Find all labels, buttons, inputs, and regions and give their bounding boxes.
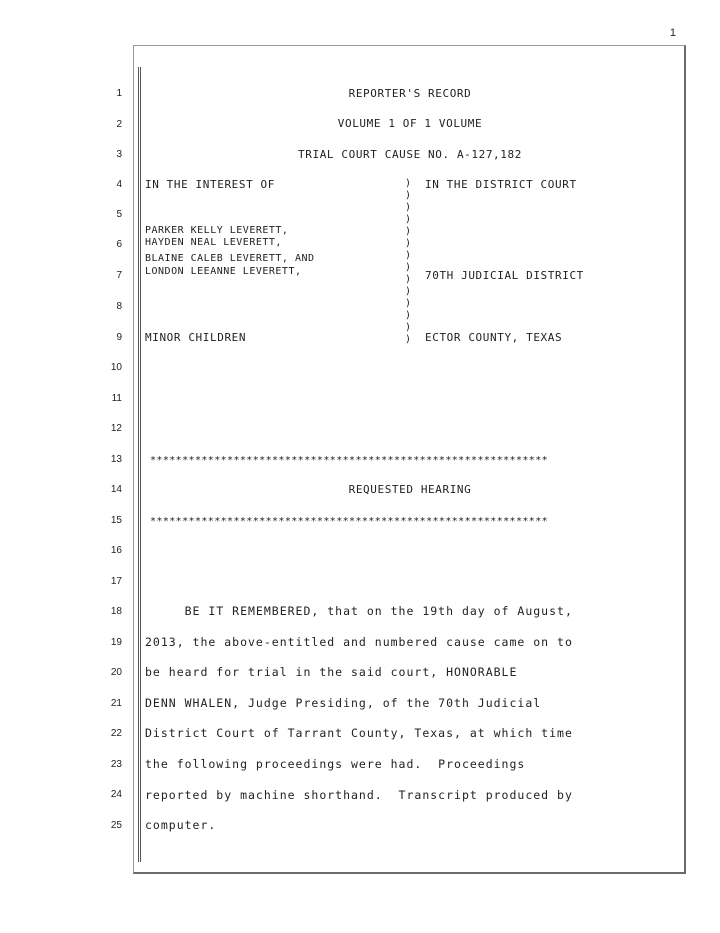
child-name: PARKER KELLY LEVERETT, bbox=[145, 225, 289, 236]
body-line: 2013, the above-entitled and numbered cause came on to bbox=[145, 635, 573, 649]
asterisk-rule: ************************************************************** bbox=[150, 516, 549, 527]
caption-district-court: IN THE DISTRICT COURT bbox=[425, 178, 577, 191]
line-number: 23 bbox=[110, 759, 122, 770]
line-number: 21 bbox=[110, 698, 122, 709]
caption-bracket: ) bbox=[405, 214, 412, 225]
line-number: 17 bbox=[110, 576, 122, 587]
caption-bracket: ) bbox=[405, 322, 412, 333]
line-number: 1 bbox=[116, 88, 122, 99]
line-number: 16 bbox=[110, 545, 122, 556]
child-name: LONDON LEEANNE LEVERETT, bbox=[145, 266, 302, 277]
line-number: 18 bbox=[110, 606, 122, 617]
volume-line: VOLUME 1 OF 1 VOLUME bbox=[337, 117, 483, 130]
line-number: 10 bbox=[110, 362, 122, 373]
caption-minor-children: MINOR CHILDREN bbox=[145, 331, 247, 344]
line-number: 24 bbox=[110, 789, 122, 800]
caption-bracket: ) bbox=[405, 238, 412, 249]
child-name: BLAINE CALEB LEVERETT, AND bbox=[145, 253, 315, 264]
caption-county: ECTOR COUNTY, TEXAS bbox=[425, 331, 563, 344]
line-number: 7 bbox=[116, 270, 122, 281]
line-number: 5 bbox=[116, 209, 122, 220]
body-line: the following proceedings were had. Proceedings bbox=[145, 757, 526, 771]
line-number: 13 bbox=[110, 454, 122, 465]
page-number: 1 bbox=[669, 27, 676, 39]
caption-bracket: ) bbox=[405, 298, 412, 309]
child-name: HAYDEN NEAL LEVERETT, bbox=[145, 237, 282, 248]
line-number: 12 bbox=[110, 423, 122, 434]
margin-divider bbox=[138, 67, 141, 862]
line-number: 15 bbox=[110, 515, 122, 526]
line-number: 9 bbox=[116, 332, 122, 343]
caption-bracket: ) bbox=[405, 178, 412, 189]
body-line: DENN WHALEN, Judge Presiding, of the 70th Judicial bbox=[145, 696, 542, 710]
caption-bracket: ) bbox=[405, 274, 412, 285]
line-number: 4 bbox=[116, 179, 122, 190]
caption-bracket: ) bbox=[405, 202, 412, 213]
caption-bracket: ) bbox=[405, 262, 412, 273]
line-number: 19 bbox=[110, 637, 122, 648]
line-number: 8 bbox=[116, 301, 122, 312]
line-number: 6 bbox=[116, 239, 122, 250]
caption-bracket: ) bbox=[405, 226, 412, 237]
body-line: reported by machine shorthand. Transcript produced by bbox=[145, 788, 573, 802]
caption-bracket: ) bbox=[405, 190, 412, 201]
body-line: be heard for trial in the said court, HONORABLE bbox=[145, 665, 518, 679]
body-line: computer. bbox=[145, 818, 217, 832]
asterisk-rule: ************************************************************** bbox=[150, 455, 549, 466]
body-line: BE IT REMEMBERED, that on the 19th day of August, bbox=[145, 604, 573, 618]
caption-judicial-district: 70TH JUDICIAL DISTRICT bbox=[425, 269, 584, 282]
record-title: REPORTER'S RECORD bbox=[348, 87, 472, 100]
caption-interest-of: IN THE INTEREST OF bbox=[145, 178, 276, 191]
caption-bracket: ) bbox=[405, 310, 412, 321]
cause-number: TRIAL COURT CAUSE NO. A-127,182 bbox=[298, 148, 522, 161]
line-number: 25 bbox=[110, 820, 122, 831]
line-number: 11 bbox=[111, 393, 122, 404]
line-number: 22 bbox=[110, 728, 122, 739]
line-number: 3 bbox=[116, 149, 122, 160]
body-line: District Court of Tarrant County, Texas, at which time bbox=[145, 726, 573, 740]
caption-bracket: ) bbox=[405, 334, 412, 345]
line-number: 14 bbox=[110, 484, 122, 495]
line-number: 20 bbox=[110, 667, 122, 678]
caption-bracket: ) bbox=[405, 250, 412, 261]
caption-bracket: ) bbox=[405, 286, 412, 297]
hearing-title: REQUESTED HEARING bbox=[348, 483, 472, 496]
line-number: 2 bbox=[116, 119, 122, 130]
